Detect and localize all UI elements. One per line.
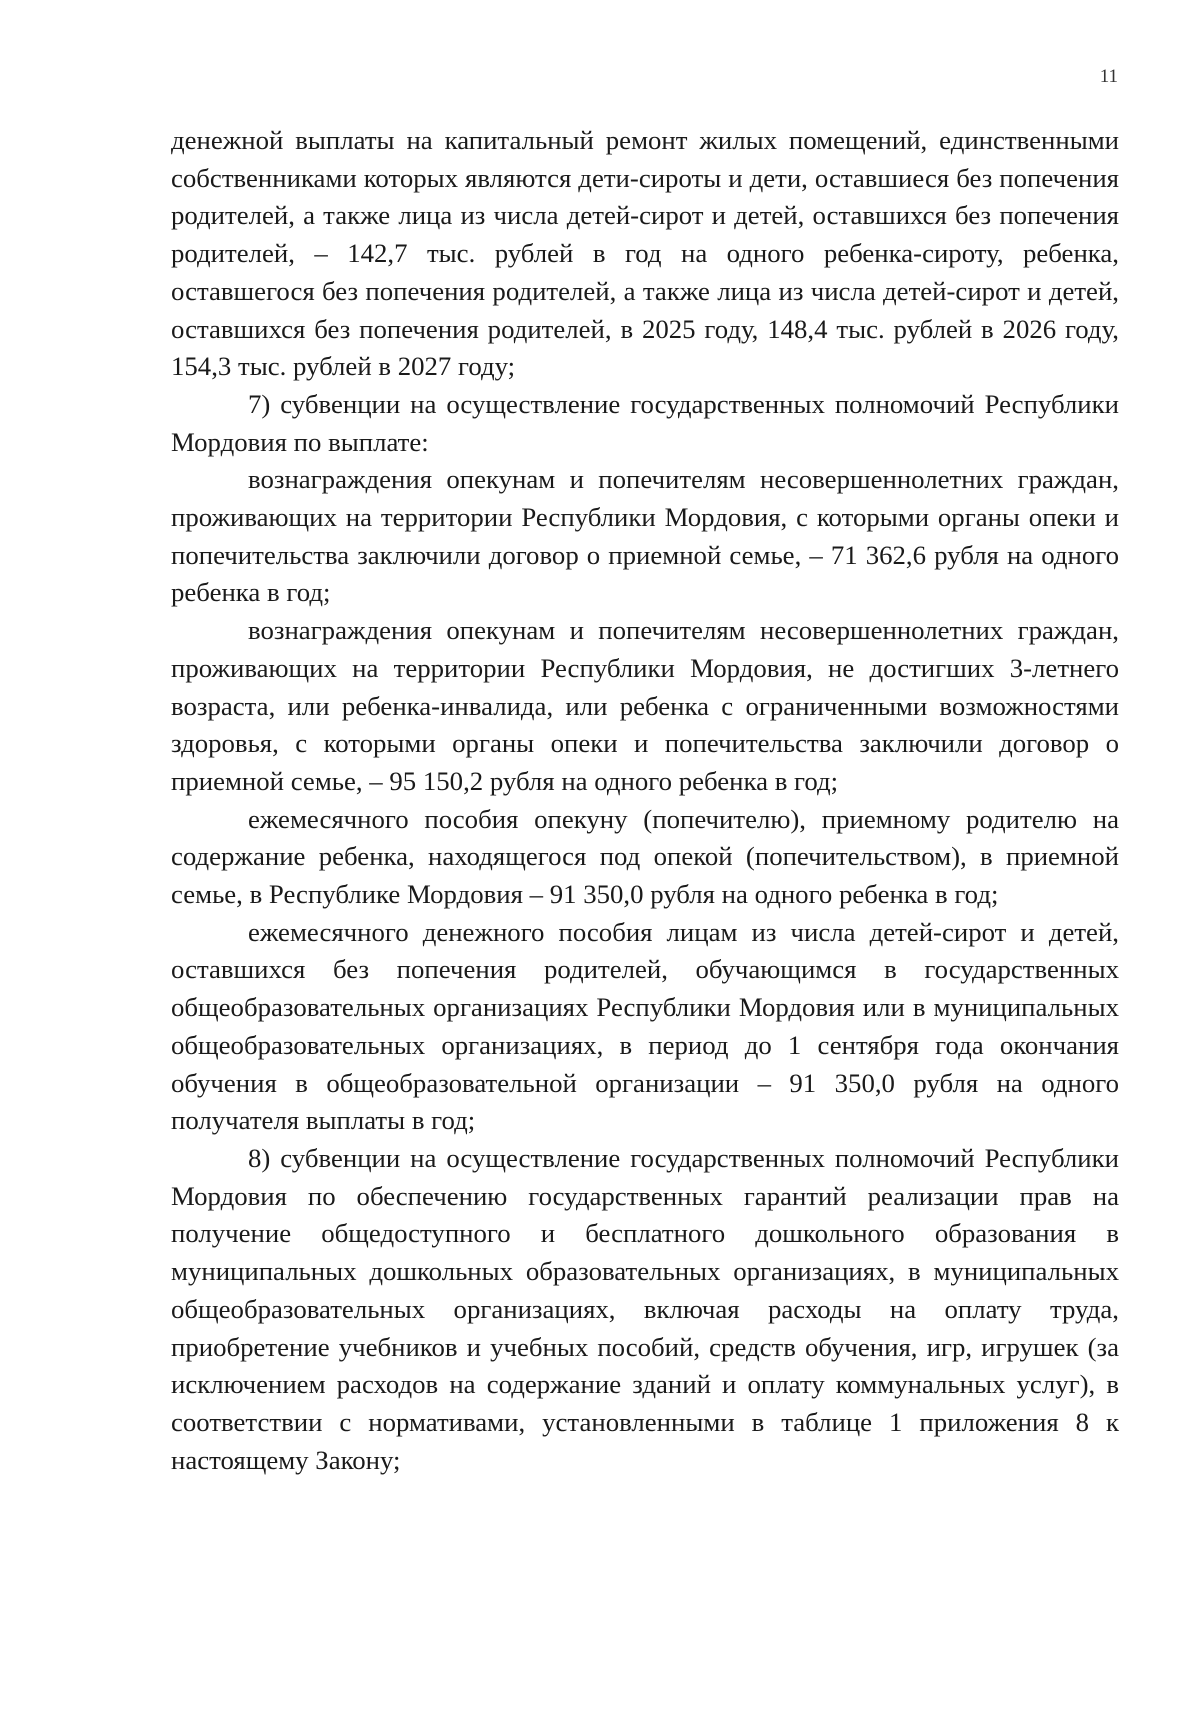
paragraph: денежной выплаты на капитальный ремонт жилых помещений, единственными собственниками которых являются дети-сироты и дети, оставшиеся без попечения родителей, а также лица из числа детей-сирот и детей, оставшихся без попечения родителей, – 142,7 тыс. рублей в год на одного ребенка-сироту, ребенка, оставшегося без попечения родителей, а также лица из числа детей-сирот и детей, оставшихся без попечения родителей, в 2025 году, 148,4 тыс. рублей в 2026 году, 154,3 тыс. рублей в 2027 году; [171, 125, 1119, 382]
paragraph: вознаграждения опекунам и попечителям несовершеннолетних граждан, проживающих на территории Республики Мордовия, с которыми органы опеки и попечительства заключили договор о приемной семье, – 71 362,6 рубля на одного ребенка в год; [171, 464, 1119, 608]
paragraph: вознаграждения опекунам и попечителям несовершеннолетних граждан, проживающих на территории Республики Мордовия, не достигших 3-летнего возраста, или ребенка-инвалида, или ребенка с ограниченными возможностями здоровья, с которыми органы опеки и попечительства заключили договор о приемной семье, – 95 150,2 рубля на одного ребенка в год; [171, 615, 1119, 796]
paragraph: 7) субвенции на осуществление государственных полномочий Республики Мордовия по выплате: [171, 388, 1119, 457]
paragraph: ежемесячного денежного пособия лицам из числа детей-сирот и детей, оставшихся без попечения родителей, обучающимся в государственных общеобразовательных организациях Республики Мордовия или в муниципальных общеобразовательных организациях, в период до 1 сентября года окончания обучения в общеобразовательной организации – 91 350,0 рубля на одного получателя выплаты в год; [171, 916, 1119, 1136]
document-body [171, 122, 1119, 1479]
page-number: 11 [1099, 66, 1118, 87]
paragraph: ежемесячного пособия опекуну (попечителю), приемному родителю на содержание ребенка, находящегося под опекой (попечительством), в приемной семье, в Республике Мордовия – 91 350,0 рубля на одного ребенка в год; [171, 803, 1119, 910]
paragraph: 8) субвенции на осуществление государственных полномочий Республики Мордовия по обеспечению государственных гарантий реализации прав на получение общедоступного и бесплатного дошкольного образования в муниципальных дошкольных образовательных организациях, в муниципальных общеобразовательных организациях, включая расходы на оплату труда, приобретение учебников и учебных пособий, средств обучения, игр, игрушек (за исключением расходов на содержание зданий и оплату коммунальных услуг), в соответствии с нормативами, установленными в таблице 1 приложения 8 к настоящему Закону; [171, 1142, 1119, 1475]
